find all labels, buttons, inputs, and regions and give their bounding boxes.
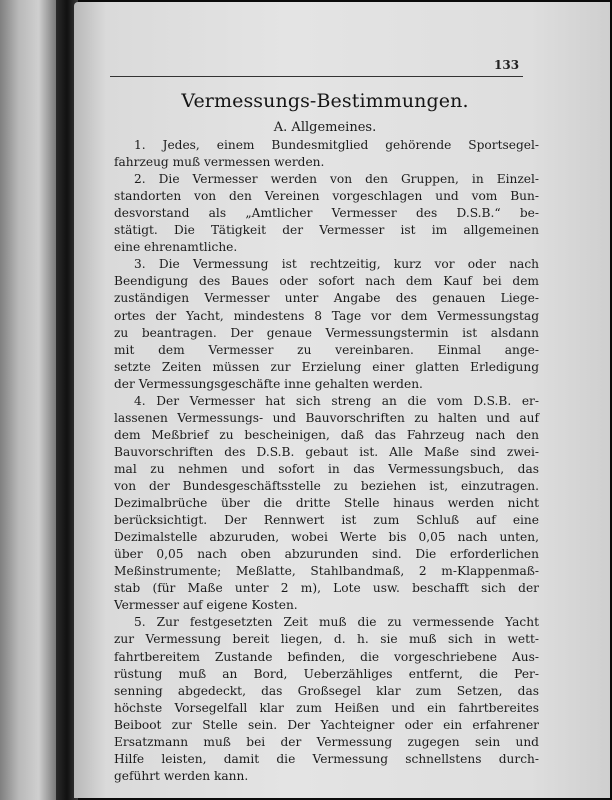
text-line: 5. Zur festgesetzten Zeit muß die zu vermessende Yacht bbox=[134, 615, 539, 630]
text-line: Hilfe leisten, damit die Vermessung schnellstens durch- bbox=[114, 751, 539, 766]
text-line: Dezimalstelle abzuruden, wobei Werte bis 0,05 nach unten, bbox=[114, 530, 539, 545]
text-line: Vermesser auf eigene Kosten. bbox=[114, 598, 298, 613]
text-line: standorten von den Vereinen vorgeschlagen und vom Bun- bbox=[114, 189, 539, 204]
page-number: 133 bbox=[494, 58, 520, 72]
text-line: ortes der Yacht, mindestens 8 Tage vor dem Vermessungstag bbox=[114, 308, 539, 323]
text-line: Ersatzmann muß bei der Vermessung zugegen sein und bbox=[114, 734, 539, 749]
header-rule bbox=[110, 76, 523, 77]
text-line: stab (für Maße unter 2 m), Lote usw. beschafft sich der bbox=[114, 581, 539, 596]
text-line: rüstung muß an Bord, Ueberzähliges entfernt, die Per- bbox=[114, 666, 539, 681]
text-line: 1. Jedes, einem Bundesmitglied gehörende Sportsegel- bbox=[134, 138, 539, 152]
text-line: setzte Zeiten müssen zur Erzielung einer glatten Erledigung bbox=[114, 359, 539, 374]
text-line: fahrzeug muß vermessen werden. bbox=[114, 155, 325, 170]
text-line: Dezimalbrüche über die dritte Stelle hinaus werden nicht bbox=[114, 496, 539, 511]
text-line: fahrtbereitem Zustande befinden, die vorgeschriebene Aus- bbox=[114, 649, 539, 664]
left-page-edge bbox=[0, 0, 56, 800]
text-line: Bauvorschriften des D.S.B. gebaut ist. Alle Maße sind zwei- bbox=[114, 444, 539, 459]
text-line: geführt werden kann. bbox=[114, 768, 249, 783]
text-line: lassenen Vermessungs- und Bauvorschriften zu halten und auf bbox=[114, 410, 539, 425]
text-line: über 0,05 nach oben abzurunden sind. Die erforderlichen bbox=[114, 547, 539, 562]
page-title: Vermessungs-Bestimmungen. bbox=[181, 90, 469, 112]
text-line: stätigt. Die Tätigkeit der Vermesser ist im allgemeinen bbox=[114, 223, 539, 238]
text-line: zu beantragen. Der genaue Vermessungstermin ist alsdann bbox=[114, 325, 539, 340]
text-line: mit dem Vermesser zu vereinbaren. Einmal ange- bbox=[114, 342, 539, 357]
text-line: eine ehrenamtliche. bbox=[114, 240, 238, 255]
text-line: Beiboot zur Stelle sein. Der Yachteigner oder ein erfahrener bbox=[114, 717, 539, 732]
text-line: berücksichtigt. Der Rennwert ist zum Schluß auf eine bbox=[114, 513, 539, 528]
text-line: 3. Die Vermessung ist rechtzeitig, kurz vor oder nach bbox=[134, 257, 539, 272]
text-line: zur Vermessung bereit liegen, d. h. sie muß sich in wett- bbox=[114, 632, 539, 647]
text-line: höchste Vorsegelfall klar zum Heißen und ein fahrtbereites bbox=[114, 700, 539, 715]
text-line: zuständigen Vermesser unter Angabe des genauen Liege- bbox=[114, 291, 539, 306]
text-line: 4. Der Vermesser hat sich streng an die vom D.S.B. er- bbox=[134, 393, 539, 408]
text-line: Meßinstrumente; Meßlatte, Stahlbandmaß, 2 m-Klappenmaß- bbox=[114, 564, 539, 579]
text-line: dem Meßbrief zu bescheinigen, daß das Fahrzeug nach den bbox=[114, 427, 539, 442]
text-line: von der Bundesgeschäftsstelle zu beziehen ist, einzutragen. bbox=[114, 479, 539, 493]
text-line: 2. Die Vermesser werden von den Gruppen, in Einzel- bbox=[134, 172, 539, 187]
text-line: desvorstand als „Amtlicher Vermesser des D.S.B.“ be- bbox=[114, 206, 539, 221]
text-line: mal zu nehmen und sofort in das Vermessungsbuch, das bbox=[114, 461, 539, 476]
text-line: senning abgedeckt, das Großsegel klar zum Setzen, das bbox=[114, 683, 539, 698]
text-line: Beendigung des Baues oder sofort nach dem Kauf bei dem bbox=[114, 274, 539, 289]
section-heading: A. Allgemeines. bbox=[273, 120, 377, 135]
text-line: der Vermessungsgeschäfte inne gehalten werden. bbox=[114, 376, 423, 391]
